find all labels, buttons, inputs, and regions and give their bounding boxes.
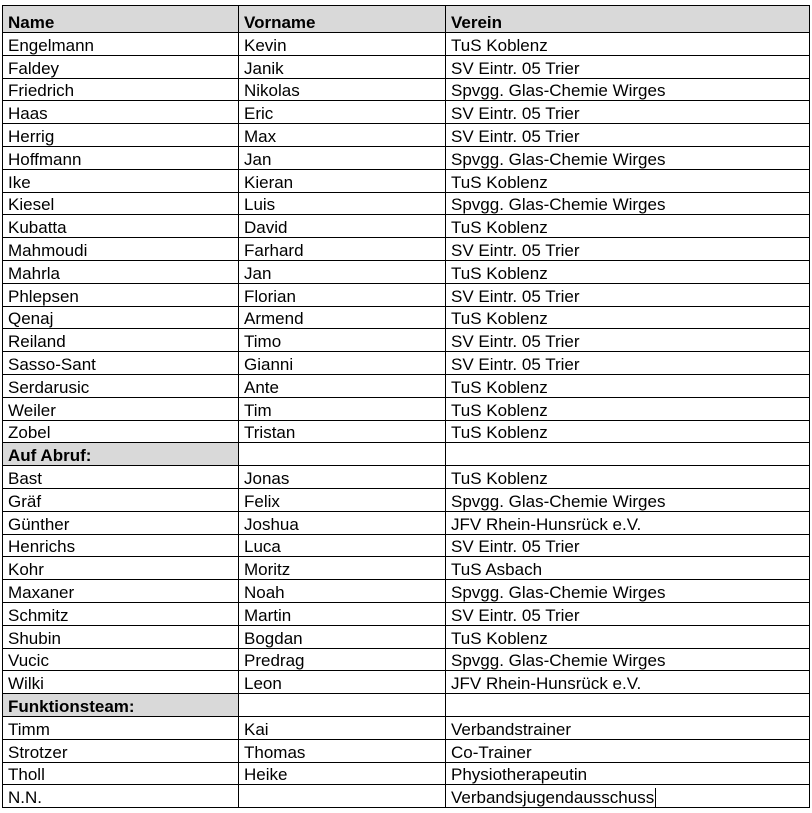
- table-row: [3, 78, 810, 101]
- table-row: [3, 511, 810, 534]
- table-row: [3, 101, 810, 124]
- cell-verein: Co-Trainer: [446, 739, 810, 762]
- table-row: [3, 306, 810, 329]
- header-verein: Verein: [446, 6, 810, 33]
- cell-verein: SV Eintr. 05 Trier: [446, 101, 810, 124]
- cell-verein: TuS Asbach: [446, 557, 810, 580]
- roster-body: [3, 33, 810, 808]
- table-row: [3, 602, 810, 625]
- cell-vorname: Jonas: [239, 466, 446, 489]
- table-row: [3, 534, 810, 557]
- cell-vorname: Joshua: [239, 511, 446, 534]
- section-label: Funktionsteam:: [3, 694, 239, 717]
- cell-vorname: Moritz: [239, 557, 446, 580]
- empty-cell: [446, 694, 810, 717]
- cell-verein: TuS Koblenz: [446, 420, 810, 443]
- cell-vorname: Ante: [239, 374, 446, 397]
- cell-verein: TuS Koblenz: [446, 169, 810, 192]
- cell-vorname: Farhard: [239, 238, 446, 261]
- cell-vorname: Noah: [239, 580, 446, 603]
- cell-vorname: Kieran: [239, 169, 446, 192]
- cell-name: Faldey: [3, 55, 239, 78]
- cell-vorname: Tristan: [239, 420, 446, 443]
- cell-name: Friedrich: [3, 78, 239, 101]
- empty-cell: [446, 443, 810, 466]
- cell-vorname: Martin: [239, 602, 446, 625]
- cell-vorname: Luis: [239, 192, 446, 215]
- table-row: [3, 352, 810, 375]
- header-row: [3, 6, 810, 33]
- table-row: [3, 557, 810, 580]
- table-row: [3, 33, 810, 56]
- cell-verein: Spvgg. Glas-Chemie Wirges: [446, 146, 810, 169]
- cell-name: Wilki: [3, 671, 239, 694]
- cell-vorname: Leon: [239, 671, 446, 694]
- table-row: [3, 124, 810, 147]
- cell-vorname: Gianni: [239, 352, 446, 375]
- cell-verein: SV Eintr. 05 Trier: [446, 283, 810, 306]
- cell-name: Qenaj: [3, 306, 239, 329]
- empty-cell: [239, 443, 446, 466]
- cell-vorname: Nikolas: [239, 78, 446, 101]
- cell-vorname: Tim: [239, 397, 446, 420]
- cell-verein: Spvgg. Glas-Chemie Wirges: [446, 580, 810, 603]
- cell-name: Shubin: [3, 625, 239, 648]
- table-row: [3, 397, 810, 420]
- empty-cell: [239, 694, 446, 717]
- cell-verein: TuS Koblenz: [446, 215, 810, 238]
- cell-verein: SV Eintr. 05 Trier: [446, 124, 810, 147]
- cell-verein: TuS Koblenz: [446, 466, 810, 489]
- roster-table: [2, 5, 810, 808]
- cell-verein: Spvgg. Glas-Chemie Wirges: [446, 192, 810, 215]
- cell-vorname: Eric: [239, 101, 446, 124]
- section-funktionsteam: [3, 694, 810, 717]
- cell-verein: [446, 785, 810, 808]
- cell-name: Weiler: [3, 397, 239, 420]
- cell-verein: Physiotherapeutin: [446, 762, 810, 785]
- cell-verein: TuS Koblenz: [446, 625, 810, 648]
- cell-verein: SV Eintr. 05 Trier: [446, 329, 810, 352]
- table-row: [3, 146, 810, 169]
- cell-verein: JFV Rhein-Hunsrück e.V.: [446, 511, 810, 534]
- cell-verein: SV Eintr. 05 Trier: [446, 238, 810, 261]
- cell-name: Ike: [3, 169, 239, 192]
- table-row: [3, 580, 810, 603]
- cell-vorname: Kevin: [239, 33, 446, 56]
- table-row: [3, 55, 810, 78]
- cell-name: Phlepsen: [3, 283, 239, 306]
- cell-name: Zobel: [3, 420, 239, 443]
- cell-name: Henrichs: [3, 534, 239, 557]
- cell-vorname: Heike: [239, 762, 446, 785]
- cell-vorname: Kai: [239, 716, 446, 739]
- table-row: [3, 169, 810, 192]
- cell-name: Tholl: [3, 762, 239, 785]
- cell-vorname: David: [239, 215, 446, 238]
- cell-name: Schmitz: [3, 602, 239, 625]
- cell-name: Sasso-Sant: [3, 352, 239, 375]
- section-auf-abruf: [3, 443, 810, 466]
- cell-name: Kiesel: [3, 192, 239, 215]
- cell-verein: SV Eintr. 05 Trier: [446, 55, 810, 78]
- table-row: [3, 785, 810, 808]
- cell-verein: TuS Koblenz: [446, 260, 810, 283]
- table-row: [3, 739, 810, 762]
- cell-name: Maxaner: [3, 580, 239, 603]
- cell-vorname: Armend: [239, 306, 446, 329]
- cell-name: Kubatta: [3, 215, 239, 238]
- cell-name: Serdarusic: [3, 374, 239, 397]
- table-row: [3, 283, 810, 306]
- table-row: [3, 466, 810, 489]
- cell-verein: TuS Koblenz: [446, 306, 810, 329]
- cell-verein: Spvgg. Glas-Chemie Wirges: [446, 488, 810, 511]
- table-row: [3, 238, 810, 261]
- table-row: [3, 488, 810, 511]
- table-row: [3, 648, 810, 671]
- cell-vorname: Thomas: [239, 739, 446, 762]
- cell-verein: SV Eintr. 05 Trier: [446, 602, 810, 625]
- cell-name: Gräf: [3, 488, 239, 511]
- cell-verein: JFV Rhein-Hunsrück e.V.: [446, 671, 810, 694]
- cell-name: Timm: [3, 716, 239, 739]
- cell-name: Haas: [3, 101, 239, 124]
- cell-vorname: Timo: [239, 329, 446, 352]
- header-name: Name: [3, 6, 239, 33]
- cell-name: Kohr: [3, 557, 239, 580]
- cell-vorname: Florian: [239, 283, 446, 306]
- cell-name: N.N.: [3, 785, 239, 808]
- cell-vorname: Predrag: [239, 648, 446, 671]
- cell-vorname: Max: [239, 124, 446, 147]
- table-row: [3, 625, 810, 648]
- cell-vorname: Jan: [239, 260, 446, 283]
- cell-name: Günther: [3, 511, 239, 534]
- table-row: [3, 215, 810, 238]
- cell-vorname: [239, 785, 446, 808]
- section-label: Auf Abruf:: [3, 443, 239, 466]
- cell-vorname: Bogdan: [239, 625, 446, 648]
- cell-name: Strotzer: [3, 739, 239, 762]
- table-row: [3, 420, 810, 443]
- table-row: [3, 260, 810, 283]
- cell-name: Engelmann: [3, 33, 239, 56]
- cell-name: Mahmoudi: [3, 238, 239, 261]
- cell-name: Hoffmann: [3, 146, 239, 169]
- cell-name: Herrig: [3, 124, 239, 147]
- text-cursor: Verbandsjugendausschuss: [451, 788, 655, 808]
- cell-verein: Verbandstrainer: [446, 716, 810, 739]
- cell-verein: TuS Koblenz: [446, 397, 810, 420]
- cell-vorname: Felix: [239, 488, 446, 511]
- cell-name: Reiland: [3, 329, 239, 352]
- table-row: [3, 192, 810, 215]
- cell-verein: Spvgg. Glas-Chemie Wirges: [446, 648, 810, 671]
- table-row: [3, 671, 810, 694]
- cell-vorname: Janik: [239, 55, 446, 78]
- table-row: [3, 762, 810, 785]
- cell-verein: TuS Koblenz: [446, 374, 810, 397]
- cell-verein: SV Eintr. 05 Trier: [446, 352, 810, 375]
- header-vorname: Vorname: [239, 6, 446, 33]
- table-row: [3, 716, 810, 739]
- cell-verein: SV Eintr. 05 Trier: [446, 534, 810, 557]
- cell-vorname: Jan: [239, 146, 446, 169]
- cell-verein: Spvgg. Glas-Chemie Wirges: [446, 78, 810, 101]
- table-row: [3, 374, 810, 397]
- cell-verein: TuS Koblenz: [446, 33, 810, 56]
- cell-name: Vucic: [3, 648, 239, 671]
- cell-vorname: Luca: [239, 534, 446, 557]
- cell-name: Mahrla: [3, 260, 239, 283]
- cell-name: Bast: [3, 466, 239, 489]
- table-row: [3, 329, 810, 352]
